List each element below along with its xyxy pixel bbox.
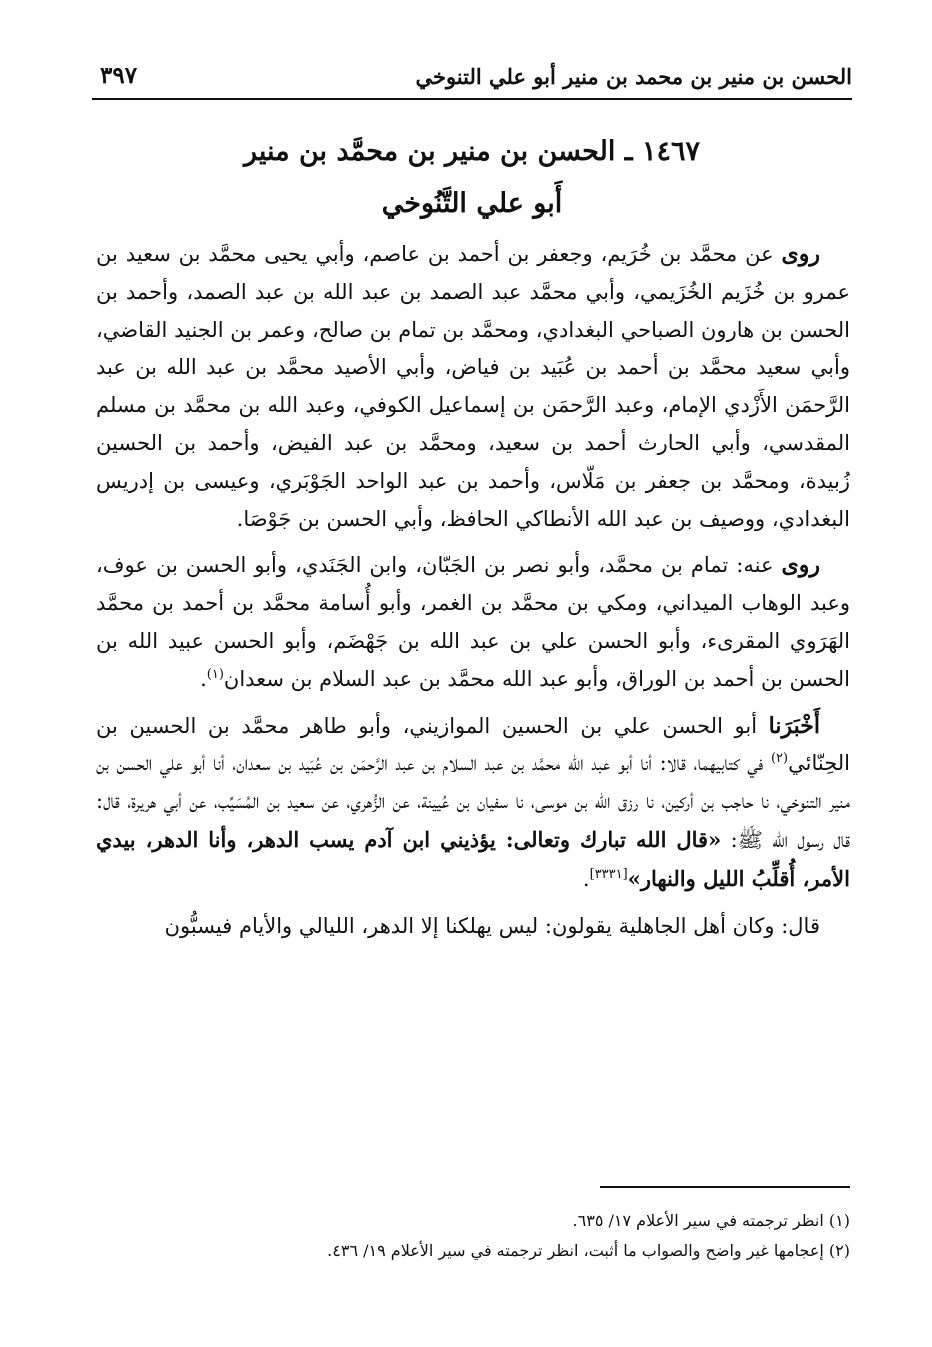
hadith-text: «قال الله تبارك وتعالى: يؤذيني ابن آدم يسب الدهر، وأنا الدهر، بيدي الأمر، أُقلِّبُ الليل والنهار» [96,826,850,891]
running-title: الحسن بن منير بن محمد بن منير أبو علي التنوخي [415,64,852,89]
footnote-ref-2: (٢) [770,751,789,767]
paragraph-isnad: أَخْبَرَنا أبو الحسن علي بن الحسين الموازيني، وأبو طاهر محمَّد بن الحسين بن الحِنّائي$^{(٢)}$ في كتابيهما، قالا: أنا أبو عبد الله محمَّد بن عبد السلام بن عبد الرَّحمَن بن عُبَيد بن سعدان، أنا أبو علي الحسن بن منير التنوخي، نا حاجب بن أركين، نا رزق الله بن موسى، نا سفيان بن عُيينة، عن الزُّهري، عن سعيد بن المُسَيِّب، عن أبي هريرة، قال: قال رسول الله ﷺ: «قال الله تبارك وتعالى: يؤذيني ابن آدم يسب الدهر، وأنا الدهر، بيدي الأمر، أُقلِّبُ الليل والنهار»[٣٣٣١]. [96,712,850,891]
paragraph-narrated-by: روى عنه: تمام بن محمَّد، وأبو نصر بن الجَبّان، وابن الجَنَدي، وأبو الحسن بن عوف، وعبد الوهاب الميداني، ومكي بن محمَّد بن الغمر، وأبو أُسامة محمَّد بن أحمد بن محمَّد الهَرَوي المقرىء، وأبو الحسن علي بن عبد الله بن جَهْضَم، وأبو الحسن عبيد الله بن الحسن بن أحمد بن الوراق، وأبو عبد الله محمَّد بن عبد السلام بن سعدان$^{(١)}$. [96,552,850,691]
main-text [96,236,850,954]
footnote-ref-1: (١) [206,666,224,682]
footnote-1: (١) انظر ترجمته في سير الأعلام ١٧/ ٦٣٥. [572,1211,850,1230]
entry-subheading: أَبو علي التَّنُوخي [381,188,563,219]
page-number: ٣٩٧ [100,62,138,89]
paragraph-continuation [96,908,850,946]
paragraph-text: عن محمَّد بن خُرَيم، وجعفر بن أحمد بن عاصم، وأبي يحيى محمَّد بن سعيد بن عمرو بن خُزَيم الخُزَيمي، وأبي محمَّد عبد الصمد بن عبد الله بن عبد الصمد، وأحمد بن الحسن بن هارون الصباحي البغدادي، ومحمَّد بن تمام بن صالح، وعمر بن الجنيد القاضي، وأبي سعيد محمَّد بن أحمد بن عُبَيد بن فياض، وأبي الأصيد محمَّد بن عبد الله بن عبد الرَّحمَن الأَزْدي الإمام، وعبد الرَّحمَن بن إسماعيل الكوفي، وعبد الله بن محمَّد بن مسلم المقدسي، وأبي الحارث أحمد بن سعيد، ومحمَّد بن عبد الفيض، وأحمد بن الحسين زُبيدة، ومحمَّد بن جعفر بن مَلّاس، وأحمد بن عبد الواحد الجَوْبَري، وعيسى بن إدريس البغدادي، ووصيف بن عبد الله الأنطاكي الحافظ، وأبي الحسن بن جَوْصَا. [96,242,850,531]
footnote-divider [600,1186,850,1188]
paragraph-narrated-from [96,236,850,538]
hadith-number: [٣٣٣١] [589,866,628,882]
paragraph-text: في كتابيهما، قالا: أنا أبو عبد الله محمَّد بن عبد السلام بن عبد الرَّحمَن بن عُبَيد بن سعدان، أنا أبو علي الحسن بن منير التنوخي، نا حاجب بن أركين، نا رزق الله بن موسى، نا سفيان بن عُيينة، عن الزُّهري، عن سعيد بن المُسَيِّب، عن أبي هريرة، قال: قال رسول الله ﷺ: [96,751,850,852]
paragraph-text: عنه: تمام بن محمَّد، وأبو نصر بن الجَبّان، وابن الجَنَدي، وأبو الحسن بن عوف، وعبد الوهاب الميداني، ومكي بن محمَّد بن الغمر، وأبو أُسامة محمَّد بن أحمد بن محمَّد الهَرَوي المقرىء، وأبو الحسن علي بن عبد الله بن جَهْضَم، وأبو الحسن عبيد الله بن الحسن بن أحمد بن الوراق، وأبو عبد الله محمَّد بن عبد السلام بن سعدان [96,553,850,691]
paragraph-lead: روى [781,552,820,579]
footnote-2: (٢) إعجامها غير واضح والصواب ما أثبت، انظر ترجمته في سير الأعلام ١٩/ ٤٣٦. [327,1241,850,1260]
paragraph-lead: روى [781,241,820,267]
entry-heading: ١٤٦٧ ـ الحسن بن منير بن محمَّد بن منير [243,136,701,167]
paragraph-text: قال: وكان أهل الجاهلية يقولون: ليس يهلكنا إلا الدهر، الليالي والأيام فيسبُّون [164,913,820,938]
running-header [92,58,852,100]
paragraph-text: أبو الحسن علي بن الحسين الموازيني، وأبو طاهر محمَّد بن الحسين بن الحِنّائي [96,713,850,776]
footnotes [96,1206,850,1266]
paragraph-lead: أَخْبَرَنا [768,712,820,739]
